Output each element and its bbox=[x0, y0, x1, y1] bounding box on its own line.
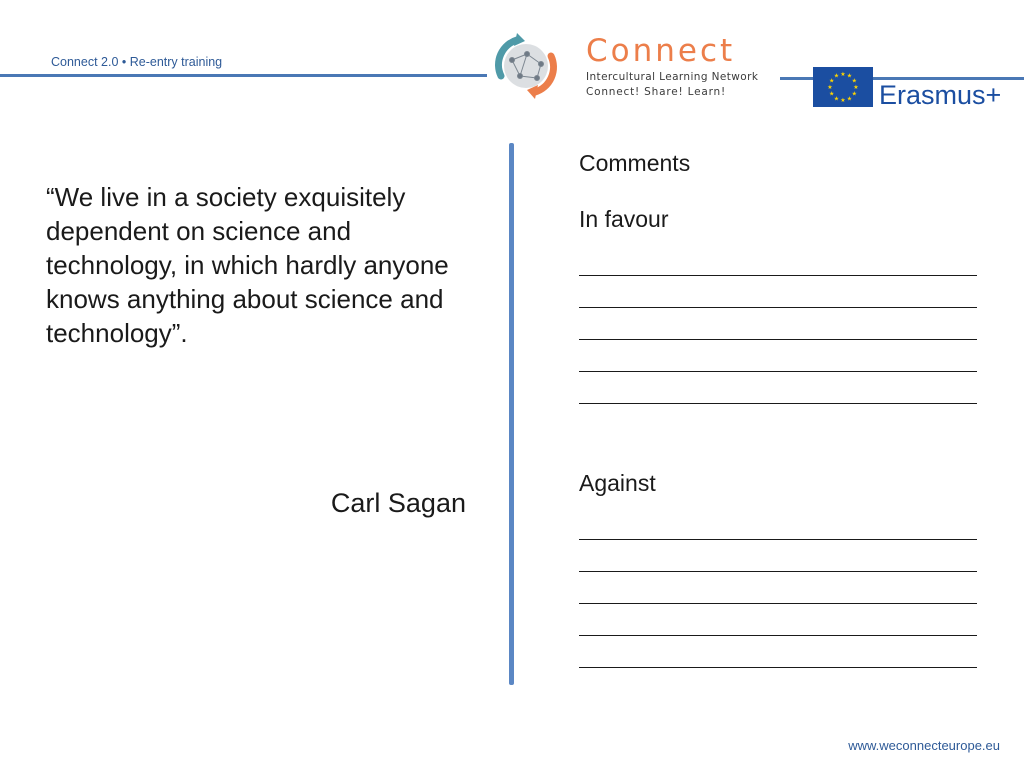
in-favour-line bbox=[579, 372, 977, 404]
against-label: Against bbox=[579, 470, 656, 496]
footer-url: www.weconnecteurope.eu bbox=[848, 738, 1000, 753]
in-favour-label: In favour bbox=[579, 206, 669, 232]
connect-logo-slogan: Connect! Share! Learn! bbox=[586, 86, 726, 98]
eu-star-icon: ★ bbox=[853, 84, 859, 91]
column-divider bbox=[509, 143, 514, 685]
eu-star-icon: ★ bbox=[829, 90, 835, 98]
eu-flag-icon bbox=[813, 67, 873, 107]
eu-star-icon: ★ bbox=[833, 95, 840, 103]
connect-logo-emblem bbox=[487, 30, 565, 100]
against-lines bbox=[579, 508, 977, 668]
eu-star-icon: ★ bbox=[851, 77, 857, 85]
in-favour-line bbox=[579, 340, 977, 372]
in-favour-line bbox=[579, 276, 977, 308]
comments-heading: Comments bbox=[579, 150, 691, 176]
header-rule bbox=[0, 74, 487, 77]
eu-star-icon: ★ bbox=[846, 95, 853, 103]
erasmus-logo-wordmark: Erasmus+ bbox=[879, 80, 1002, 110]
eu-star-icon: ★ bbox=[846, 72, 853, 80]
eu-star-icon: ★ bbox=[833, 72, 840, 80]
in-favour-line bbox=[579, 308, 977, 340]
against-line bbox=[579, 604, 977, 636]
quote-text: “We live in a society exquisitely dependent on science and technology, in which hardly anyone knows anything about science and technology”. bbox=[46, 182, 449, 348]
in-favour-line bbox=[579, 244, 977, 276]
against-line bbox=[579, 540, 977, 572]
against-line bbox=[579, 636, 977, 668]
against-line bbox=[579, 508, 977, 540]
eu-star-icon: ★ bbox=[840, 71, 846, 78]
in-favour-lines bbox=[579, 244, 977, 404]
eu-star-icon: ★ bbox=[851, 90, 857, 98]
against-line bbox=[579, 572, 977, 604]
connect-logo-wordmark: Connect bbox=[586, 33, 736, 69]
network-globe-icon bbox=[487, 30, 565, 100]
connect-logo-tagline: Intercultural Learning Network bbox=[586, 71, 759, 83]
eu-star-icon: ★ bbox=[827, 84, 833, 91]
eu-star-icon: ★ bbox=[840, 97, 846, 104]
header-caption: Connect 2.0 • Re-entry training bbox=[51, 55, 223, 69]
quote-author: Carl Sagan bbox=[330, 488, 466, 518]
eu-star-icon: ★ bbox=[829, 77, 835, 85]
